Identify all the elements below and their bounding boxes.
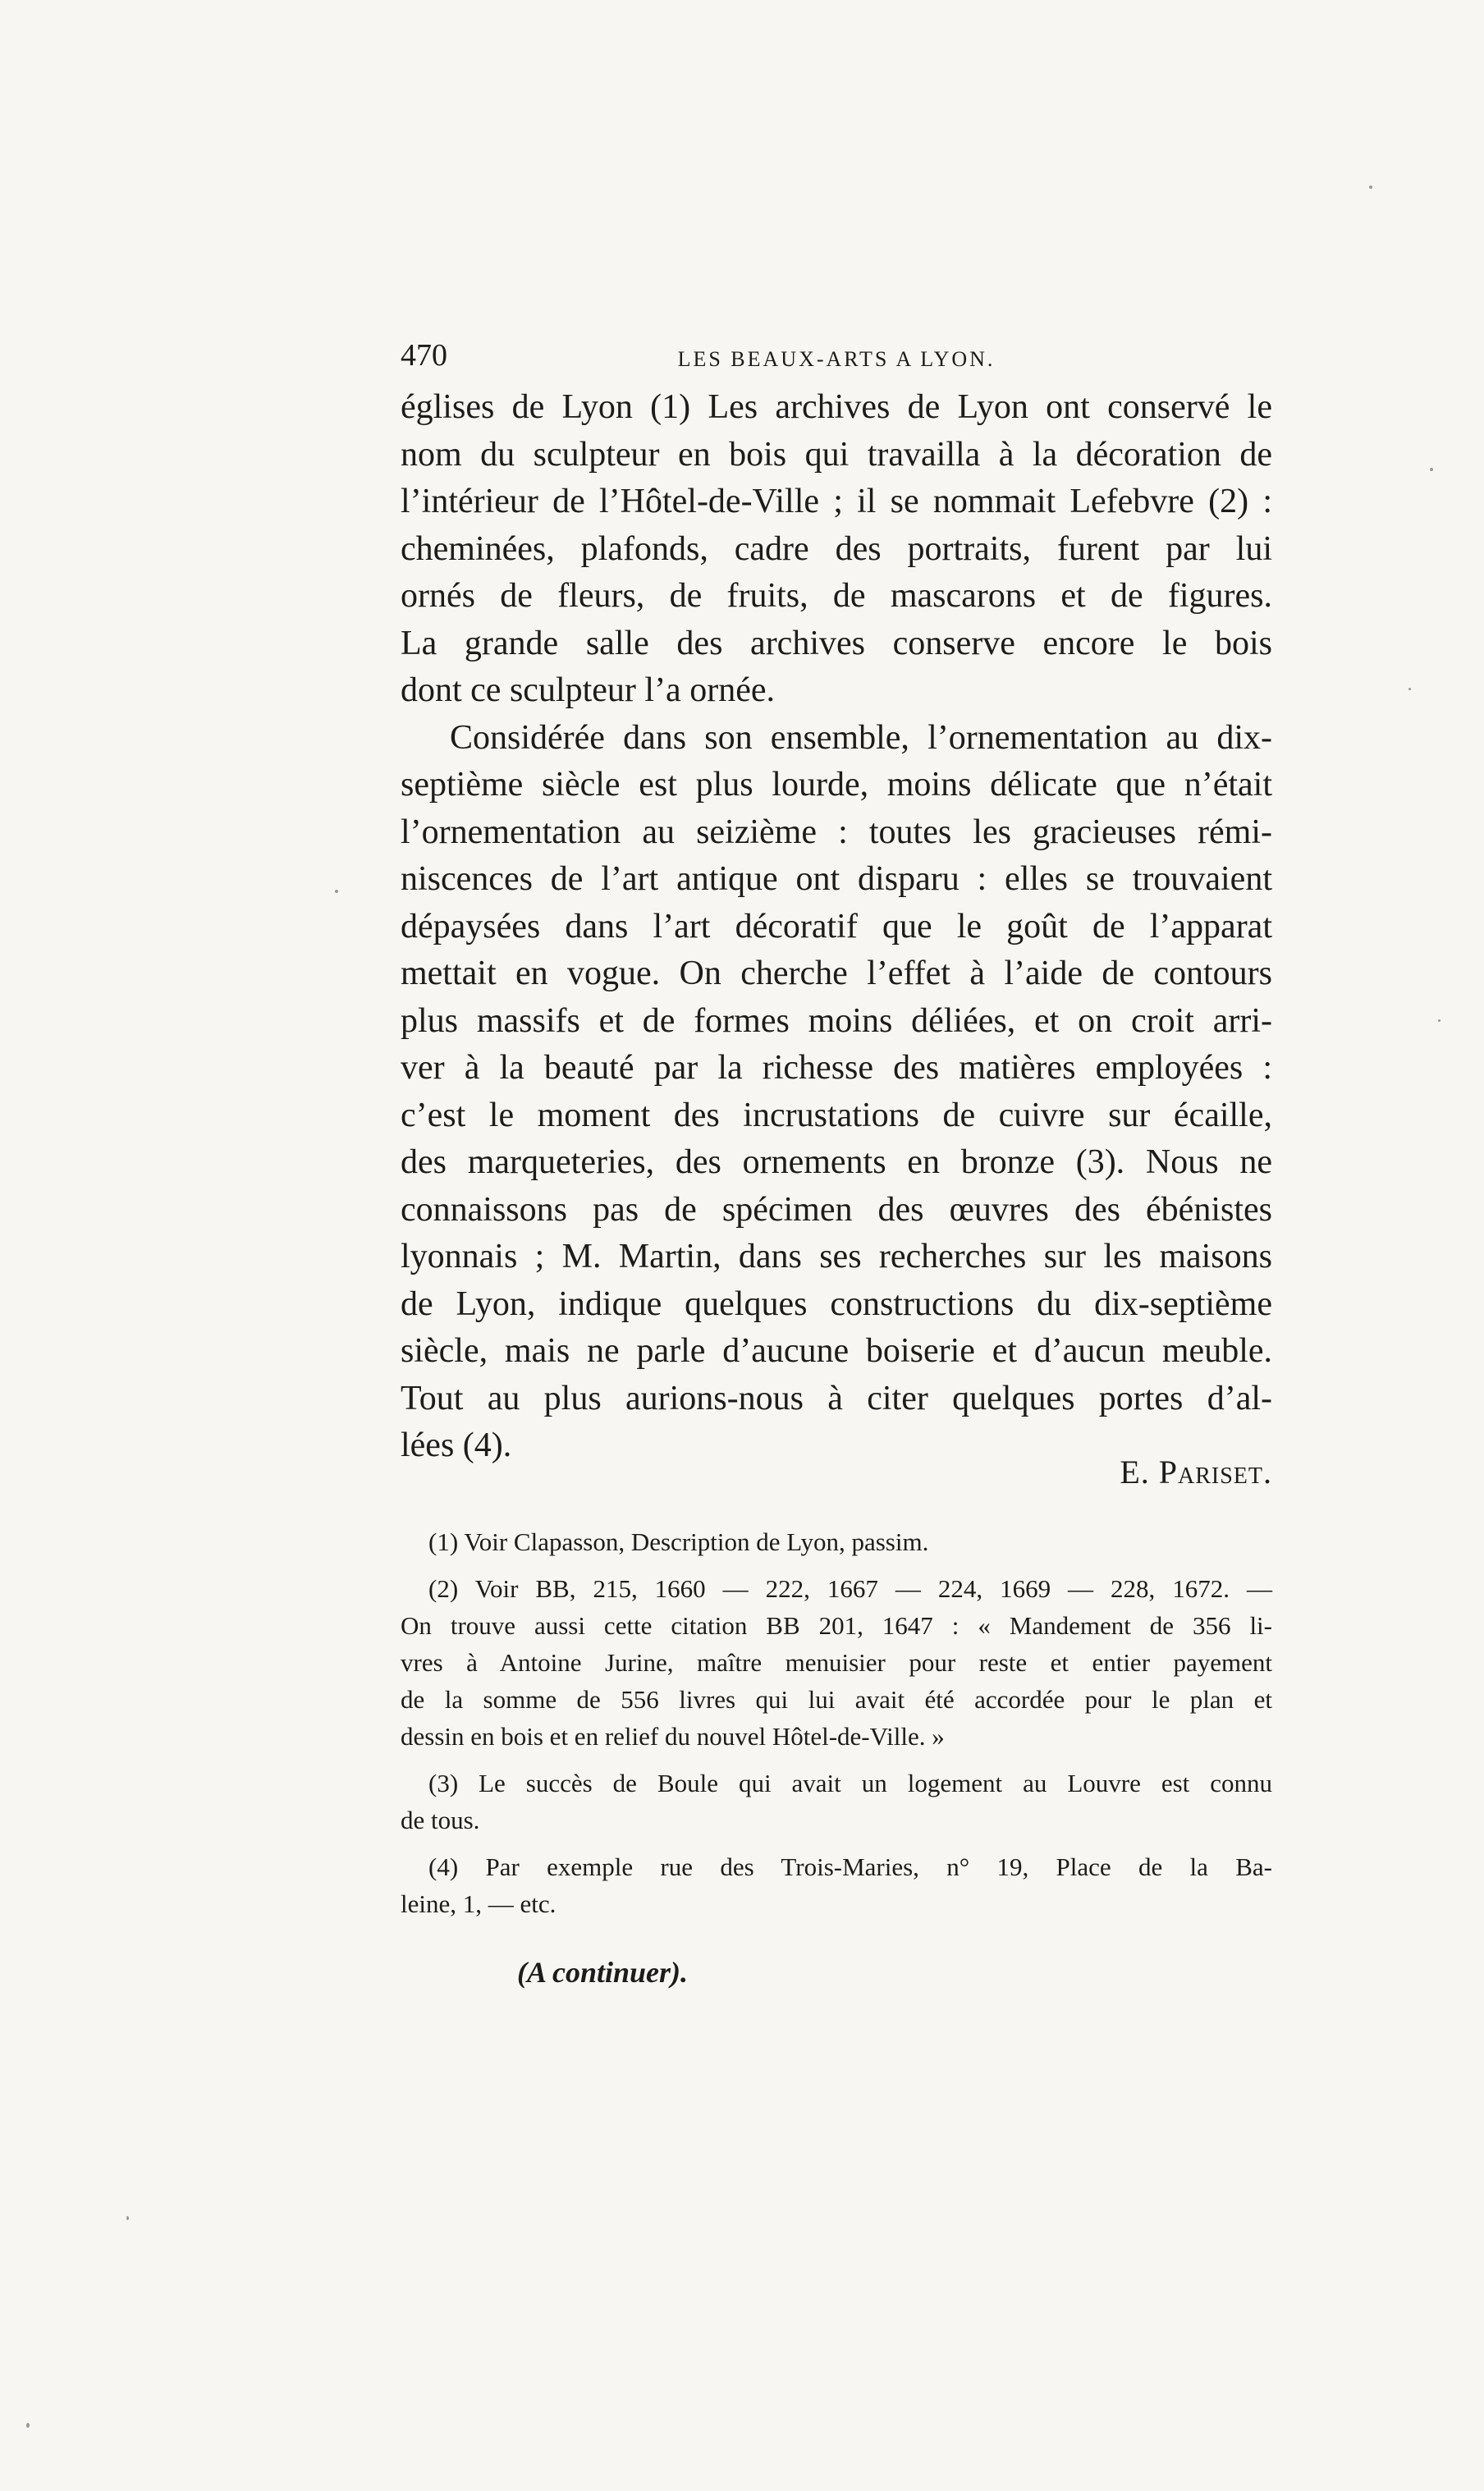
body-line: siècle, mais ne parle d’aucune boiserie et d’aucun meuble.	[401, 1332, 1272, 1370]
paper-speck	[1438, 1019, 1440, 1022]
paper-speck	[335, 890, 338, 893]
body-line: l’ornementation au seizième : toutes les gracieuses rémi-	[401, 813, 1272, 851]
page-number: 470	[401, 338, 447, 373]
footnote-2-line: (2) Voir BB, 215, 1660 — 222, 1667 — 224, 1669 — 228, 1672. —	[428, 1574, 1272, 1603]
paper-speck	[1369, 185, 1372, 189]
footnote-2-line: On trouve aussi cette citation BB 201, 1647 : « Mandement de 356 li-	[401, 1611, 1272, 1640]
body-line: églises de Lyon (1) Les archives de Lyon ont conservé le	[401, 388, 1272, 426]
footnote-3-line: de tous.	[401, 1806, 480, 1834]
body-line: dont ce sculpteur l’a ornée.	[401, 671, 775, 709]
paper-speck	[26, 2423, 30, 2428]
body-line: c’est le moment des incrustations de cuivre sur écaille,	[401, 1096, 1272, 1134]
running-title: LES BEAUX-ARTS A LYON.	[677, 347, 996, 371]
footnote-4-line: (4) Par exemple rue des Trois-Maries, n° 19, Place de la Ba-	[428, 1852, 1272, 1881]
to-be-continued: (A continuer).	[517, 1956, 689, 1989]
body-line: plus massifs et de formes moins déliées, et on croit arri-	[401, 1001, 1272, 1040]
body-line: cheminées, plafonds, cadre des portraits, furent par lui	[401, 529, 1272, 568]
footnote-3-line: (3) Le succès de Boule qui avait un logement au Louvre est connu	[428, 1769, 1272, 1797]
author-initial: E.	[1120, 1454, 1150, 1490]
body-line: connaissons pas de spécimen des œuvres des ébénistes	[401, 1190, 1272, 1229]
footnote-2-line: dessin en bois et en relief du nouvel Hôtel-de-Ville. »	[401, 1722, 945, 1751]
footnote-1: (1) Voir Clapasson, Description de Lyon, passim.	[428, 1527, 929, 1556]
footnotes	[401, 1523, 1272, 1922]
body-line: ver à la beauté par la richesse des matières employées :	[401, 1049, 1272, 1087]
body-line: niscences de l’art antique ont disparu : elles se trouvaient	[401, 860, 1272, 898]
page-header	[401, 335, 1272, 384]
body-line: lyonnais ; M. Martin, dans ses recherches sur les maisons	[401, 1238, 1272, 1275]
paper-speck	[126, 2216, 129, 2220]
body-line: mettait en vogue. On cherche l’effet à l’aide de contours	[401, 955, 1272, 992]
author-name: Pariset.	[1158, 1454, 1272, 1490]
body-line: ornés de fleurs, de fruits, de mascarons et de figures.	[401, 577, 1272, 615]
body-text	[401, 384, 1272, 1470]
footnote-4-line: leine, 1, — etc.	[401, 1889, 556, 1918]
body-line: Considérée dans son ensemble, l’ornementation au dix-	[450, 718, 1272, 757]
footnote-2-line: vres à Antoine Jurine, maître menuisier pour reste et entier payement	[401, 1648, 1272, 1677]
body-line: de Lyon, indique quelques constructions du dix-septième	[401, 1284, 1272, 1323]
body-line: des marqueteries, des ornements en bronze (3). Nous ne	[401, 1143, 1272, 1181]
body-line: nom du sculpteur en bois qui travailla à la décoration de	[401, 435, 1272, 474]
body-line: septième siècle est plus lourde, moins délicate que n’était	[401, 766, 1272, 804]
paper-speck	[1430, 468, 1433, 471]
paper-speck	[1408, 688, 1411, 690]
author-signature	[1026, 1449, 1272, 1495]
body-line: lées (4).	[401, 1426, 512, 1464]
body-line: dépaysées dans l’art décoratif que le goût de l’apparat	[401, 907, 1272, 946]
body-line: La grande salle des archives conserve encore le bois	[401, 624, 1272, 662]
body-line: Tout au plus aurions-nous à citer quelques portes d’al-	[401, 1379, 1272, 1417]
footnote-2-line: de la somme de 556 livres qui lui avait été accordée pour le plan et	[401, 1685, 1272, 1714]
body-line: l’intérieur de l’Hôtel-de-Ville ; il se nommait Lefebvre (2) :	[401, 483, 1272, 520]
